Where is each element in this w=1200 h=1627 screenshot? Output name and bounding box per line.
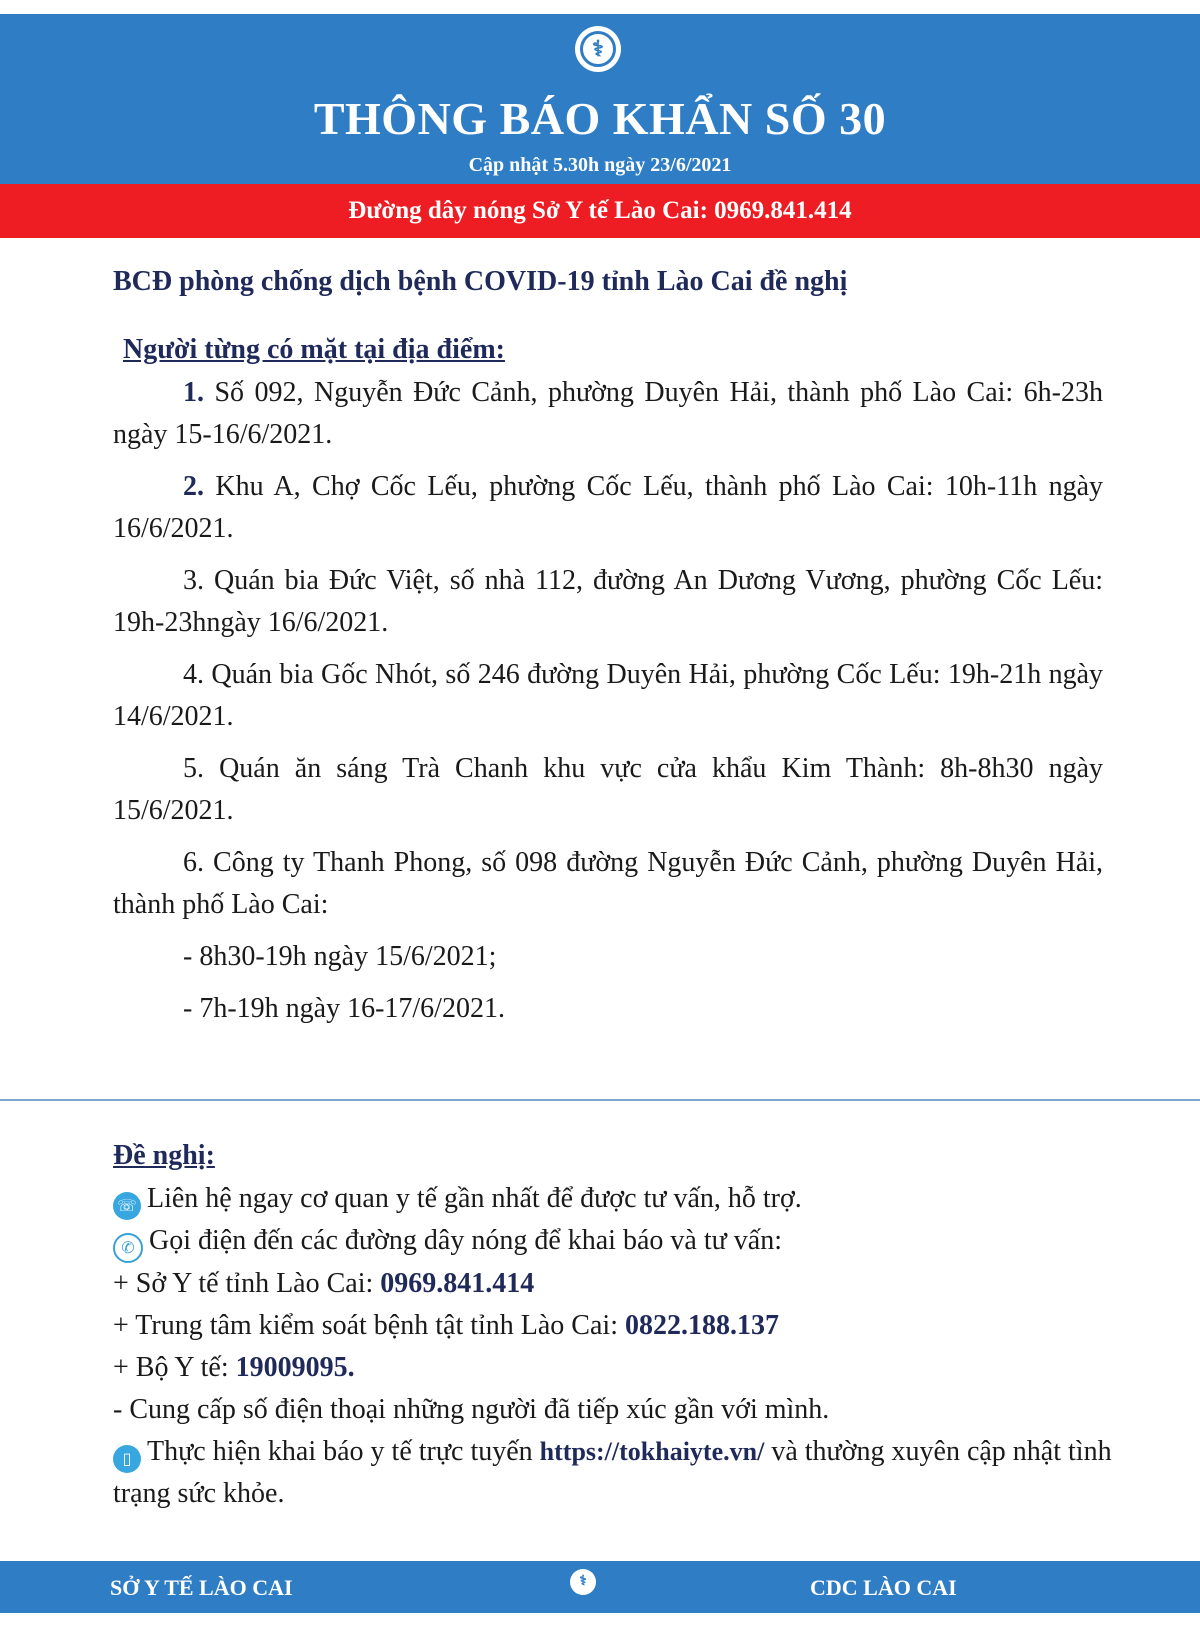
footer-left: SỞ Y TẾ LÀO CAI: [110, 1575, 293, 1600]
lead-text: BCĐ phòng chống dịch bệnh COVID-19 tỉnh Lào Cai đề nghị: [113, 266, 848, 297]
location-item: 6. Công ty Thanh Phong, số 098 đường Nguyễn Đức Cảnh, phường Duyên Hải, thành phố Lào Cai:: [113, 847, 1104, 920]
section-divider: [0, 1099, 1200, 1101]
provide-phone-line: - Cung cấp số điện thoại những người đã tiếp xúc gần với mình.: [113, 1394, 830, 1425]
mobile-icon: ▯: [113, 1445, 141, 1473]
location-item: 1. Số 092, Nguyễn Đức Cảnh, phường Duyên Hải, thành phố Lào Cai: 6h-23h ngày 15-16/6/2021.: [113, 377, 1103, 450]
location-item: 4. Quán bia Gốc Nhót, số 246 đường Duyên Hải, phường Cốc Lếu: 19h-21h ngày 14/6/2021.: [113, 659, 1104, 732]
time-subitem: - 7h-19h ngày 16-17/6/2021.: [183, 993, 505, 1024]
footer-bar: [0, 1561, 1200, 1613]
online-declaration-line: ▯ Thực hiện khai báo y tế trực tuyến https://tokhaiyte.vn/ và thường xuyên cập nhật tình trạng sức khỏe.: [113, 1436, 1112, 1509]
main-content: [113, 266, 1103, 1030]
page-title: THÔNG BÁO KHẨN SỐ 30: [313, 93, 887, 144]
hotline-bar: Đường dây nóng Sở Y tế Lào Cai: 0969.841.414: [0, 184, 1200, 238]
recommendations: [113, 1140, 1113, 1515]
declaration-link[interactable]: https://tokhaiyte.vn/: [539, 1437, 765, 1466]
location-item: 3. Quán bia Đức Việt, số nhà 112, đường An Dương Vương, phường Cốc Lếu: 19h-23hngày 16/6/2021.: [113, 565, 1103, 638]
update-time: Cập nhật 5.30h ngày 23/6/2021: [468, 154, 732, 176]
hotline-item: + Sở Y tế tỉnh Lào Cai: 0969.841.414: [113, 1268, 535, 1299]
locations-heading: Người từng có mặt tại địa điểm:: [123, 334, 505, 365]
footer-right: CDC LÀO CAI: [810, 1575, 957, 1600]
time-subitem: - 8h30-19h ngày 15/6/2021;: [183, 941, 497, 972]
contact-line: ☏ Liên hệ ngay cơ quan y tế gần nhất để được tư vấn, hỗ trợ.: [113, 1178, 1113, 1220]
phone-icon: ✆: [113, 1233, 143, 1263]
support-icon: ☏: [113, 1192, 141, 1220]
hotline-item: + Bộ Y tế: 19009095.: [113, 1352, 355, 1383]
call-line: ✆ Gọi điện đến các đường dây nóng để khai báo và tư vấn:: [113, 1220, 1113, 1263]
location-item: 2. Khu A, Chợ Cốc Lếu, phường Cốc Lếu, thành phố Lào Cai: 10h-11h ngày 16/6/2021.: [113, 471, 1103, 544]
header-banner: [0, 14, 1200, 184]
hotline-item: + Trung tâm kiểm soát bệnh tật tỉnh Lào Cai: 0822.188.137: [113, 1310, 779, 1341]
medical-emblem-icon: ⚕: [575, 26, 621, 72]
recommend-heading: Đề nghị:: [113, 1140, 215, 1171]
medical-emblem-icon: ⚕: [570, 1569, 596, 1595]
location-item: 5. Quán ăn sáng Trà Chanh khu vực cửa khẩu Kim Thành: 8h-8h30 ngày 15/6/2021.: [113, 753, 1103, 826]
